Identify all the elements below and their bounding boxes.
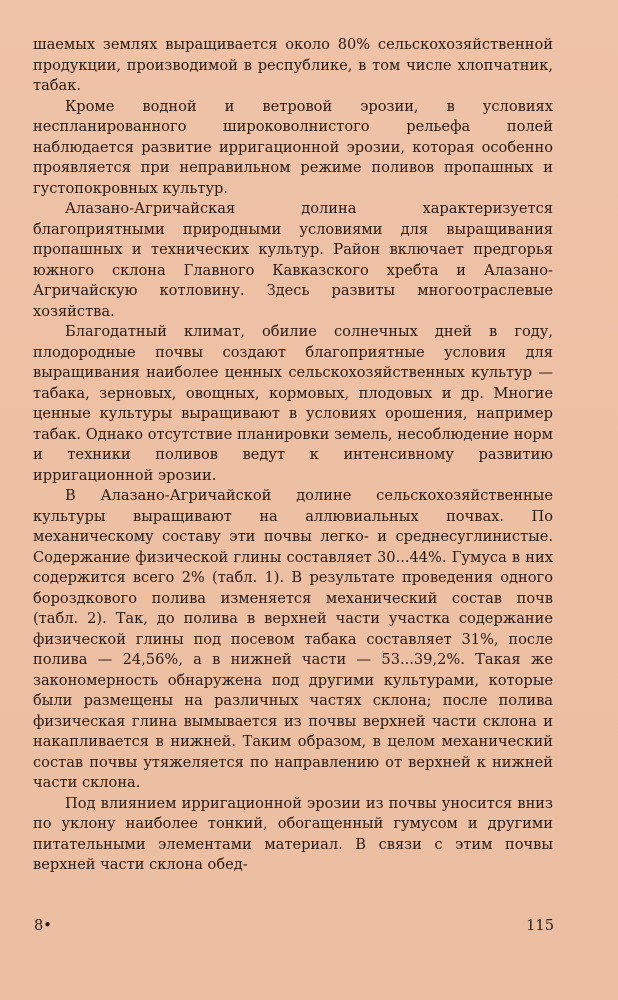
paragraph-soils: В Алазано-Агричайской долине сельскохозяйственные культуры выращивают на аллювиальных почвах. По механическому составу эти почвы легко- и среднесуглинистые. Содержание физической глины составляет 30...44%. Гумуса в них содержится всего 2% (табл. 1). В результате проведения одного бороздкового полива изменяется механический состав почв (табл. 2). Так, до полива в верхней части участка содержание физической глины под посевом табака составляет 31%, после полива — 24,56%, а в нижней части — 53...39,2%. Такая же закономерность обнаружена под другими культурами, которые были размещены на различных частях склона; после полива физическая глина вымывается из почвы верхней части склона и накапливается в нижней. Таким образом, в целом механический состав почвы утяжеляется по направлению от верхней к нижней части склона.	[33, 487, 553, 791]
paragraph-continuation: шаемых землях выращивается около 80% сельскохозяйственной продукции, производимой в республике, в том числе хлопчатник, табак.	[33, 36, 553, 94]
paragraph-climate: Благодатный климат, обилие солнечных дней в году, плодородные почвы создают благоприятные условия для выращивания наиболее ценных сельскохозяйственных культур — табака, зерновых, овощных, кормовых, плодовых и др. Многие ценные культуры выращивают в условиях орошения, например табак. Однако отсутствие планировки земель, несоблюдение норм и техники поливов ведут к интенсивному развитию ирригационной эрозии.	[33, 323, 553, 484]
page-number: 115	[526, 917, 554, 934]
paragraph-erosion-effect: Под влиянием ирригационной эрозии из почвы уносится вниз по уклону наиболее тонкий, обогащенный гумусом и другими питательными элементами материал. В связи с этим почвы верхней части склона обед-	[33, 794, 553, 873]
paragraph-irrigation-erosion: Кроме водной и ветровой эрозии, в условиях неспланированного широковолнистого рельефа полей наблюдается развитие ирригационной эрозии, которая особенно проявляется при неправильном режиме поливов пропашных и густопокровных культур.	[33, 97, 553, 197]
printer-signature: 8•	[34, 917, 52, 934]
body-text	[33, 35, 553, 876]
paragraph-alazan-valley: Алазано-Агричайская долина характеризуется благоприятными природными условиями для выращивания пропашных и технических культур. Район включает предгорья южного склона Главного Кавказского хребта и Алазано-Агричайскую котловину. Здесь развиты многоотраслевые хозяйства.	[33, 200, 553, 320]
